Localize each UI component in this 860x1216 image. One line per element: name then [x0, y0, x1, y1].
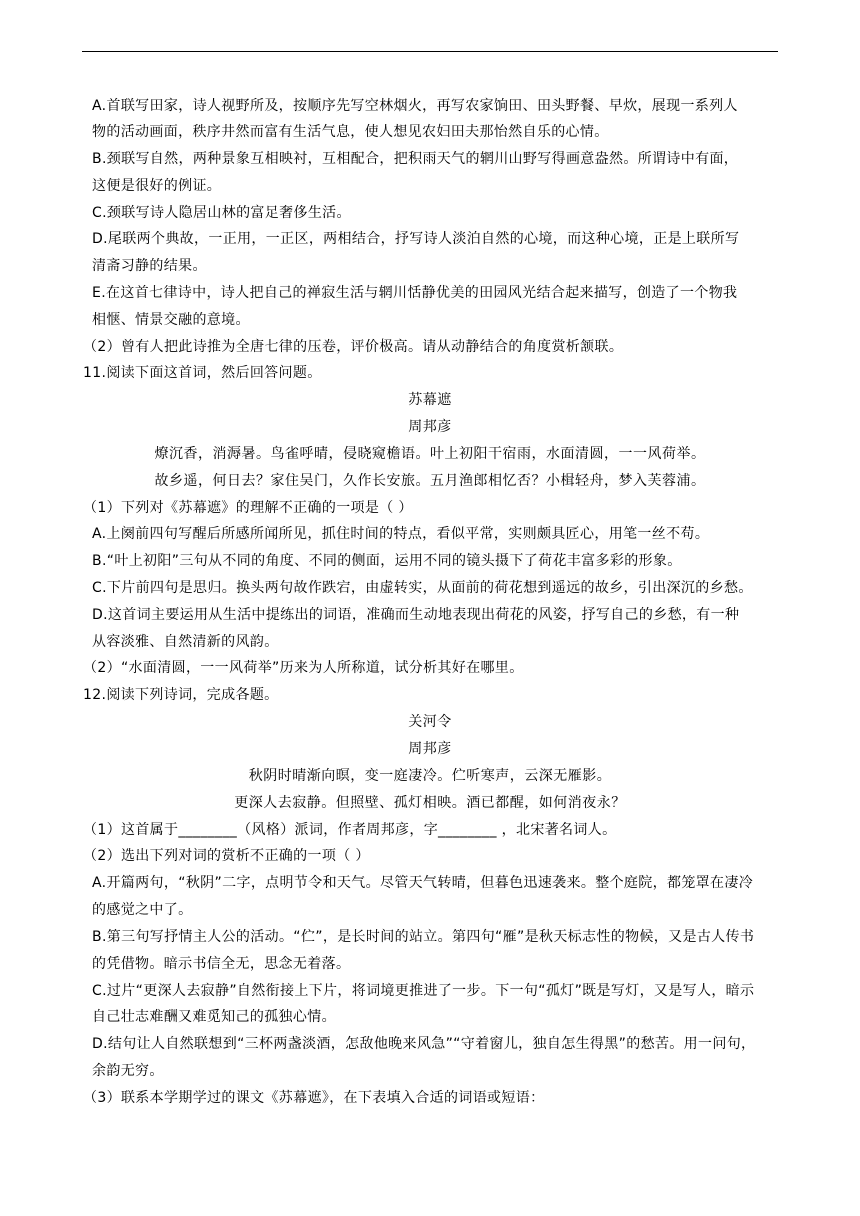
question-line: （2）曾有人把此诗推为全唐七律的压卷，评价极高。请从动静结合的角度赏析颔联。 [83, 339, 624, 355]
option-line: D.这首词主要运用从生活中提练出的词语，准确而生动地表现出荷花的风姿，抒写自己的乡愁，有一种 [92, 607, 740, 623]
poem-line: 故乡遥，何日去？家住吴门，久作长安旅。五月渔郎相忆否？小楫轻舟，梦入芙蓉浦。 [154, 473, 706, 489]
option-line: C.下片前四句是思归。换头两句故作跌宕，由虚转实，从面前的荷花想到遥远的故乡，引出深沉的乡愁。 [92, 580, 753, 596]
poem-line: 燎沉香，消溽暑。鸟雀呼晴，侵晓窥檐语。叶上初阳干宿雨，水面清圆，一一风荷举。 [154, 446, 706, 462]
option-line: D.结句让人自然联想到“三杯两盏淡酒，怎敌他晚来风急”“守着窗儿，独自怎生得黑”的愁苦。用一问句， [92, 1036, 756, 1052]
question-line: （2）“水面清圆，一一风荷举”历来为人所称道，试分析其好在哪里。 [83, 660, 524, 676]
poem-line: 周邦彦 [408, 741, 452, 757]
poem-line: 更深人去寂静。但照壁、孤灯相映。酒已都醒，如何消夜永？ [234, 795, 626, 811]
poem-line: 周邦彦 [408, 419, 452, 435]
option-line: A.开篇两句，“秋阴”二字，点明节令和天气。尽管天气转晴，但暮色迅速袭来。整个庭院，都笼罩在凄冷 [92, 875, 754, 891]
option-line: 余韵无穷。 [92, 1063, 164, 1079]
question-line: （1）这首属于________（风格）派词，作者周邦彦，字________ ，北宋著名词人。 [83, 822, 617, 838]
question-line: （1）下列对《苏幕遮》的理解不正确的一项是（ ） [83, 500, 413, 516]
question-line: 11.阅读下面这首词，然后回答问题。 [83, 365, 322, 381]
option-line: 自己壮志难酬又难觅知己的孤独心情。 [92, 1009, 336, 1025]
option-line: 清斋习静的结果。 [92, 258, 207, 274]
option-line: C.颈联写诗人隐居山林的富足奢侈生活。 [92, 205, 351, 221]
poem-line: 苏幕遮 [408, 392, 452, 408]
option-line: D.尾联两个典故，一正用，一正区，两相结合，抒写诗人淡泊自然的心境，而这种心境，正是上联所写 [92, 231, 740, 247]
option-line: E.在这首七律诗中，诗人把自己的禅寂生活与辋川恬静优美的田园风光结合起来描写，创造了一个物我 [92, 285, 738, 301]
option-line: 从容淡雅、自然清新的风韵。 [92, 634, 279, 650]
option-line: 相惬、情景交融的意境。 [92, 312, 250, 328]
option-line: A.首联写田家，诗人视野所及，按顺序先写空林烟火，再写农家饷田、田头野餐、早炊，展现一系列人 [92, 98, 738, 114]
poem-line: 秋阴时晴渐向暝，变一庭凄冷。伫听寒声，云深无雁影。 [248, 768, 612, 784]
question-line: （2）选出下列对词的赏析不正确的一项（ ） [83, 848, 370, 864]
option-line: C.过片“更深人去寂静”自然衔接上下片，将词境更推进了一步。下一句“孤灯”既是写灯，又是写人，暗示 [92, 983, 755, 999]
option-line: 的凭借物。暗示书信全无，思念无着落。 [92, 956, 351, 972]
header-rule [82, 51, 778, 52]
option-line: A.上阕前四句写醒后所感所闻所见，抓住时间的特点，看似平常，实则颇具匠心，用笔一丝不苟。 [92, 526, 710, 542]
option-line: B.“叶上初阳”三句从不同的角度、不同的侧面，运用不同的镜头摄下了荷花丰富多彩的形象。 [92, 553, 682, 569]
poem-line: 关河令 [408, 714, 452, 730]
question-line: 12.阅读下列诗词，完成各题。 [83, 687, 279, 703]
option-line: 物的活动画面，秩序井然而富有生活气息，使人想见农妇田夫那怡然自乐的心情。 [92, 124, 609, 140]
option-line: 这便是很好的例证。 [92, 178, 222, 194]
option-line: 的感觉之中了。 [92, 902, 193, 918]
option-line: B.颈联写自然，两种景象互相映衬，互相配合，把积雨天气的辋川山野写得画意盎然。所谓诗中有面， [92, 151, 739, 167]
question-line: （3）联系本学期学过的课文《苏幕遮》，在下表填入合适的词语或短语： [83, 1090, 545, 1106]
option-line: B.第三句写抒情主人公的活动。“伫”，是长时间的站立。第四句“雁”是秋天标志性的物候，又是古人传书 [92, 929, 755, 945]
